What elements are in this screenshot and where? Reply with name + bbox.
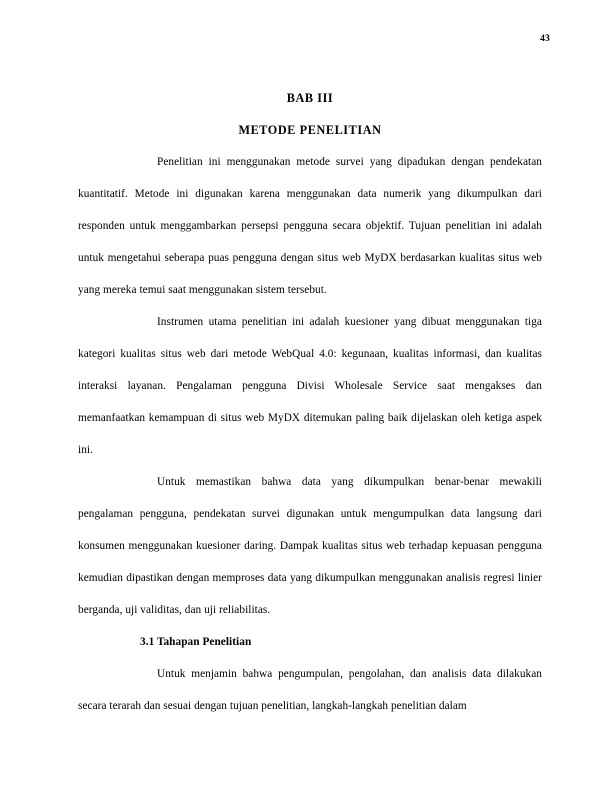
page-content — [78, 82, 542, 722]
page-number: 43 — [540, 34, 550, 44]
chapter-title: METODE PENELITIAN — [238, 123, 382, 137]
body-paragraph-3: Untuk memastikan bahwa data yang dikumpulkan benar-benar mewakili pengalaman pengguna, pendekatan survei digunakan untuk mengumpulkan data langsung dari konsumen menggunakan kuesioner daring. Dampak kualitas situs web terhadap kepuasan pengguna kemudian dipastikan dengan memproses data yang dikumpulkan menggunakan analisis regresi linier berganda, uji validitas, dan uji reliabilitas. — [78, 476, 542, 616]
section-paragraph-3-1: Untuk menjamin bahwa pengumpulan, pengolahan, dan analisis data dilakukan secara terarah dan sesuai dengan tujuan penelitian, langkah-langkah penelitian dalam — [78, 668, 542, 712]
chapter-heading: BAB III — [286, 91, 334, 105]
section-heading-3-1: 3.1 Tahapan Penelitian — [140, 636, 252, 648]
body-paragraph-1: Penelitian ini menggunakan metode survei yang dipadukan dengan pendekatan kuantitatif. Metode ini digunakan karena menggunakan data numerik yang dikumpulkan dari responden untuk menggambarkan persepsi pengguna secara objektif. Tujuan penelitian ini adalah untuk mengetahui seberapa puas pengguna dengan situs web MyDX berdasarkan kualitas situs web yang mereka temui saat menggunakan sistem tersebut. — [78, 156, 542, 296]
body-paragraph-2: Instrumen utama penelitian ini adalah kuesioner yang dibuat menggunakan tiga kategori kualitas situs web dari metode WebQual 4.0: kegunaan, kualitas informasi, dan kualitas interaksi layanan. Pengalaman pengguna Divisi Wholesale Service saat mengakses dan memanfaatkan kemampuan di situs web MyDX ditemukan paling baik dijelaskan oleh ketiga aspek ini. — [78, 316, 542, 456]
